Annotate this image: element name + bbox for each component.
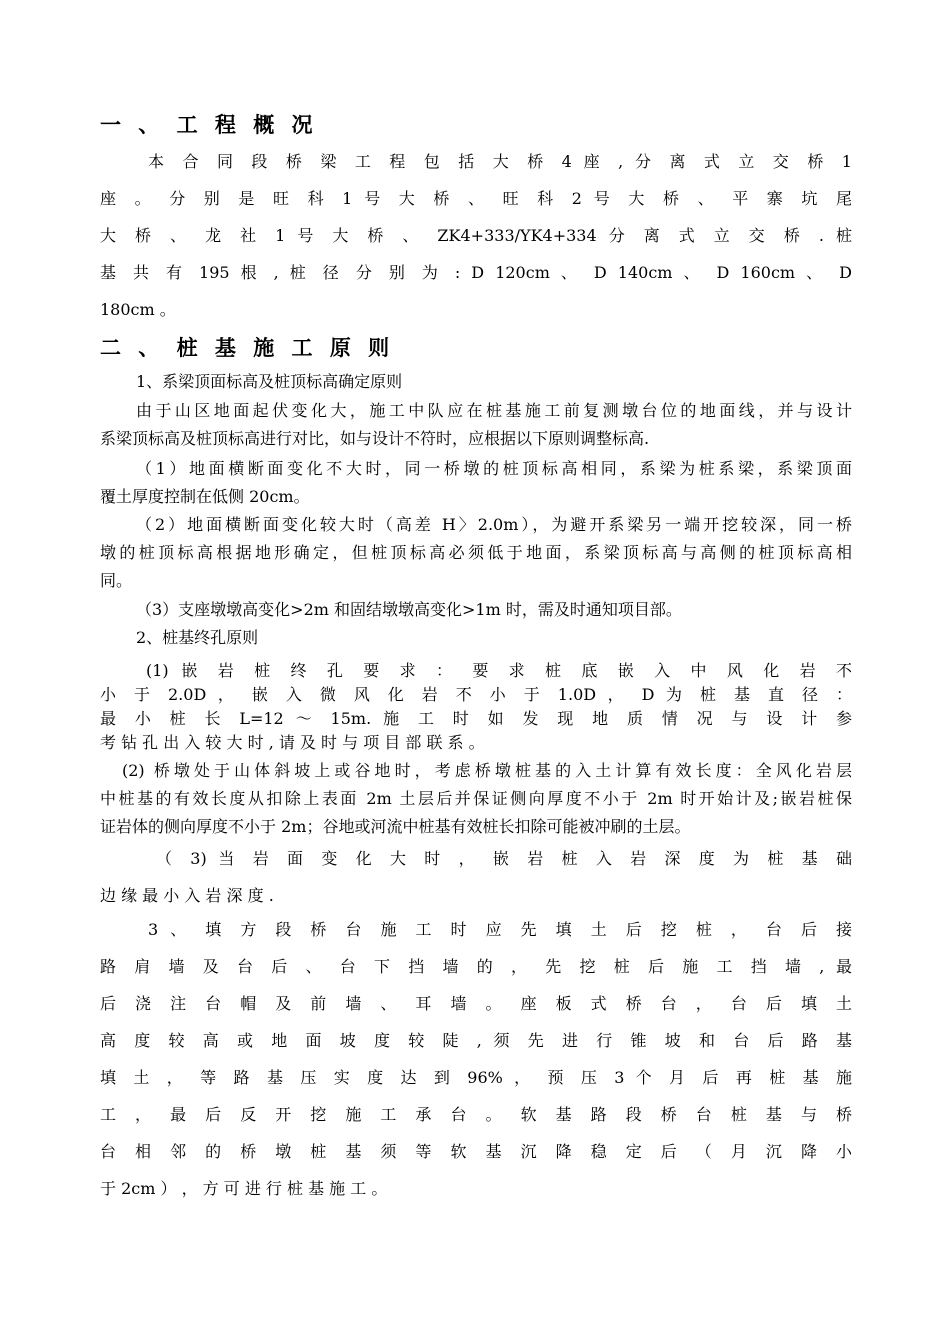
overview-line: 座 。 分 别 是 旺 科 1 号 大 桥 、 旺 科 2 号 大 桥 、 平 寨 坑 尾 [100, 189, 852, 208]
paragraph-line: 中桩基的有效长度从扣除上表面 2m 土层后并保证侧向厚度不小于 2m 时开始计及;嵌岩桩保 [100, 789, 852, 808]
paragraph-line: 最 小 桩 长 L=12 ～ 15m. 施 工 时 如 发 现 地 质 情 况 与 设 计 参 [100, 709, 852, 728]
elevation-intro-paragraph [100, 397, 852, 453]
paragraph-line: 3 、 填 方 段 桥 台 施 工 时 应 先 填 土 后 挖 桩 ， 台 后 接 [148, 920, 852, 939]
overview-line: 大 桥 、 龙 社 1 号 大 桥 、 ZK4+333/YK4+334 分 离 式 立 交 桥 . 桩 [100, 226, 852, 245]
paragraph-line: 于 2cm ） ， 方 可 进 行 桩 基 施 工 。 [100, 1179, 388, 1198]
paragraph-line: 路 肩 墙 及 台 后 、 台 下 挡 墙 的 ， 先 挖 桩 后 施 工 挡 墙 , 最 [100, 957, 852, 976]
rule-2-paragraph [100, 511, 852, 595]
section-heading-principles: 二 、 桩 基 施 工 原 则 [100, 336, 395, 360]
paragraph-line: 台 相 邻 的 桥 墩 桩 基 须 等 软 基 沉 降 稳 定 后 （ 月 沉 降 小 [100, 1142, 852, 1161]
paragraph-line: (2) 桥墩处于山体斜坡上或谷地时，考虑桥墩桩基的入土计算有效长度：全风化岩层 [122, 761, 852, 780]
rule-1-paragraph [100, 455, 852, 511]
paragraph-line: （1）地面横断面变化不大时，同一桥墩的桩顶标高相同，系梁为桩系梁，系梁顶面 [136, 459, 852, 478]
paragraph-line: 工 ， 最 后 反 开 挖 施 工 承 台 。 软 基 路 段 桥 台 桩 基 与 桥 [100, 1105, 852, 1124]
paragraph-line: 证岩体的侧向厚度不小于 2m；谷地或河流中桩基有效桩长扣除可能被冲刷的土层。 [100, 817, 691, 836]
abutment-paragraph [100, 911, 852, 1207]
overview-line: 180cm 。 [100, 300, 176, 319]
overview-line: 本 合 同 段 桥 梁 工 程 包 括 大 桥 4 座 , 分 离 式 立 交 桥 1 [148, 152, 852, 171]
subheading-elevation: 1、系梁顶面标高及桩顶标高确定原则 [136, 372, 403, 391]
section-heading-overview: 一 、 工 程 概 况 [100, 113, 318, 137]
paragraph-line: （2）地面横断面变化较大时（高差 H〉2.0m），为避开系梁另一端开挖较深，同一桥 [136, 515, 852, 534]
paragraph-line: 小 于 2.0D ， 嵌 入 微 风 化 岩 不 小 于 1.0D ， D 为 桩 基 直 径 ： [100, 685, 852, 704]
paragraph-line: 同。 [100, 571, 133, 590]
paragraph-line: (1) 嵌 岩 桩 终 孔 要 求 ： 要 求 桩 底 嵌 入 中 风 化 岩 不 [146, 661, 852, 680]
paragraph-line: 墩的桩顶标高根据地形确定，但桩顶标高必须低于地面，系梁顶标高与高侧的桩顶标高相 [100, 543, 852, 562]
paragraph-line: （ 3) 当 岩 面 变 化 大 时 ， 嵌 岩 桩 入 岩 深 度 为 桩 基 础 [156, 849, 852, 868]
subheading-termination: 2、桩基终孔原则 [136, 628, 259, 647]
paragraph-line: 由于山区地面起伏变化大，施工中队应在桩基施工前复测墩台位的地面线，并与设计 [136, 401, 852, 420]
paragraph-line: 填 土 ， 等 路 基 压 实 度 达 到 96% ， 预 压 3 个 月 后 再 桩 基 施 [100, 1068, 852, 1087]
paragraph-line: 考 钻 孔 出 入 较 大 时 , 请 及 时 与 项 目 部 联 系 。 [100, 733, 485, 752]
rock-socket-paragraph [100, 659, 852, 755]
paragraph-line: 高 度 较 高 或 地 面 坡 度 较 陡 , 须 先 进 行 锥 坡 和 台 后 路 基 [100, 1031, 852, 1050]
paragraph-line: 覆土厚度控制在低侧 20cm。 [100, 487, 310, 506]
overview-line: 基 共 有 195 根 , 桩 径 分 别 为 : D 120cm 、 D 140cm 、 D 160cm 、 D [100, 263, 852, 282]
paragraph-line: 边 缘 最 小 入 岩 深 度 . [100, 886, 274, 905]
rock-surface-paragraph [100, 840, 852, 914]
rule-3-paragraph: （3）支座墩墩高变化>2m 和固结墩墩高变化>1m 时，需及时通知项目部。 [136, 600, 682, 619]
overview-paragraph [100, 143, 852, 328]
paragraph-line: 系梁顶标高及桩顶标高进行对比，如与设计不符时，应根据以下原则调整标高. [100, 429, 650, 448]
paragraph-line: 后 浇 注 台 帽 及 前 墙 、 耳 墙 。 座 板 式 桥 台 ， 台 后 填 土 [100, 994, 852, 1013]
slope-pier-paragraph [100, 757, 852, 841]
